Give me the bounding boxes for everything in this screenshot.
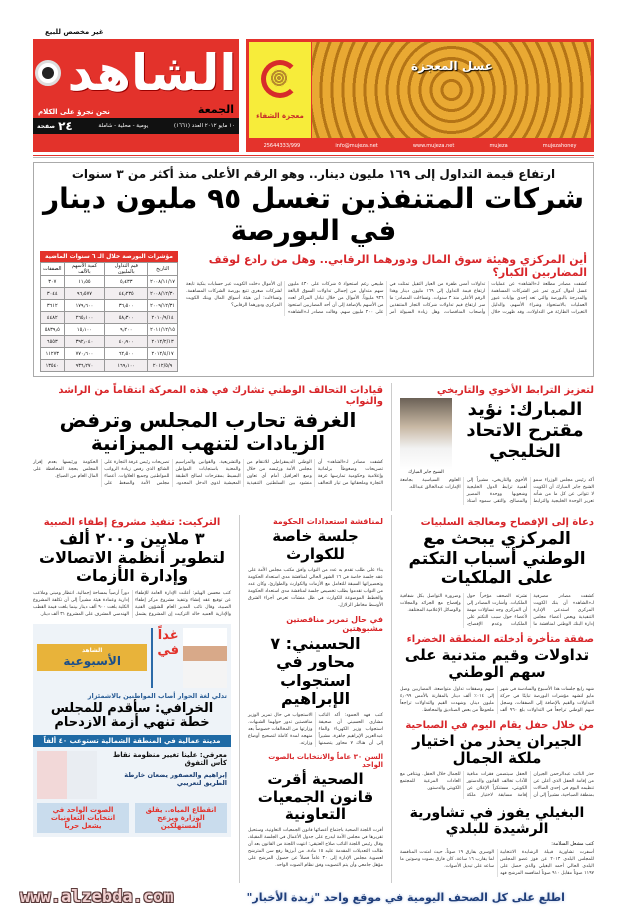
table-cell: ٤٤٫٢٣٥	[105, 288, 148, 300]
husseini-story[interactable]	[248, 615, 383, 748]
watani-kicker: صفقة متأخرة أدخلته المنطقة الخضراء	[406, 634, 594, 646]
table-cell: ١٥٫١٠٠	[64, 324, 105, 336]
chamber-headline: الغرفة تحارب المجلس وترفض الزيادات لتنهب الميزانية	[59, 408, 357, 456]
telecom-headline: ٣ ملايين و٢٠٠ ألف لتطوير أنظمة الاتصالات وإدارة الأزمات	[39, 529, 225, 586]
table-body	[41, 276, 178, 372]
table-header: كمية الأسهم بالألف	[64, 263, 105, 276]
table-cell: ٢٠١٠/٩/١٤	[148, 312, 178, 324]
ad-logo-panel	[249, 42, 311, 138]
table-cell: ٧٧٠٫٦٠٠	[64, 348, 105, 360]
coop-kicker: السن ٣٠ عاماً والانتخابات بالصوت الواحد	[268, 753, 383, 770]
table-cell: ٣٩٢٫٠٤٠	[64, 336, 105, 348]
disasters-headline: جلسة خاصة للكوارث	[272, 527, 359, 563]
baghili-headline: البغيلي يفوز في تشاورية الرشيدة للبلدي	[409, 805, 585, 838]
table-cell: ١٦٩٫١٠٠	[105, 360, 148, 372]
honeycomb-icon	[270, 69, 288, 87]
table-row	[41, 300, 178, 312]
pageant-body: حذر النائب عبدالرحمن الجيران من إقامة الحفل الذي أعلن عن تنظيمه اليوم في إحدى الصالات بمنطقة الصباحية، مشيراً إلى أن الحفل سيتضمن فقرات منافية للآداب تخالف القانون والدستور الكويتي، مستنكراً الإعلان عن إقامة مسابقة لاختيار ملكة للجمال خلال الحفل. ويتنافى مع العادات المرعية للمجتمع الكويتي والدستور.	[400, 772, 594, 799]
pageant-story[interactable]	[400, 720, 594, 800]
indicators-table	[40, 262, 178, 372]
telecom-story[interactable]	[33, 517, 231, 617]
table-cell: ٥٨٫٣٠٠	[105, 312, 148, 324]
mubarak-body: أكد رئيس مجلس الوزراء سمو الشيخ جابر المبارك أن الكويت لا تتوانى عن كل ما من شأنه تعزيز الوحدة الخليجية والترابط الأخوي والتاريخي، مشيراً إلى أهمية ترابط الدول الخليجية وشعوبها ووحدة المصير والمصالح. والتقى سموه أستاذ العلوم السياسية بجامعة الإمارات عبدالخالق عبدالله.	[400, 478, 594, 505]
table-row	[41, 276, 178, 288]
masthead	[33, 39, 239, 152]
promo-in: في	[157, 642, 179, 658]
day: الجمعة	[197, 103, 234, 116]
promo-sport2: إبراهيم والعصفور يضعان خارطة الطريق لتعريبي	[124, 771, 227, 788]
lead-body: كشفت مصادر مطلعة لـ«الشاهد» عن عمليات غسل أموال كبرى تمر عبر الشركات المساهمة والمدرجة بالبورصة والتي تعد إحدى بوابات عبور العمليات بالاستحواذ وشراء الأسهم، والدليل التغيرات الطارئة في التداولات، وقد ظهرت خلال تداولات أمس طفرة من العيار الثقيل تمثلت في ارتفاع قيمة التداول إلى ١٦٩ مليون دينار وهذا الرقم الأعلى منذ ٣ سنوات. وتساءلت المصادر: ما سر ارتفاع قيم تداولات شركات التجار المتنفذين وأصحاب المناقصات، وهل زيادة السيولة أمر طبيعي رغم استحواذ ٥ شركات على ٤٣٠ مليون سهم متداول من إجمالي تداولات السوق البالغة ٩٣٦ مليوناً. الأموال من خلال تبادل المراكز لعدد من الأسهم بالإضافة إلى أن أحد المضاربين استحوذ على ٢٠٠ مليون سهم. وقالت مصادر لـ«الشاهد» إن الأموال دخلت الكويت عبر حسابات بنكية تابعة لشركات صغرى تتبع بورصة الشركات المساهمة. وتساءلت: أين هيئة أسواق المال وبنك الكويت المركزي ودورهما الرقابي؟	[186, 282, 587, 316]
mubarak-photo	[400, 398, 452, 470]
table-cell: ٦٥٥٣	[41, 336, 65, 348]
pageant-headline: الجيران يحذر من اختيار ملكة الجمال	[412, 731, 582, 767]
left-column	[33, 515, 231, 883]
promo-box-water: انقطاع المياه.. يقلق الوزارة ويزعج المستهلكين	[135, 803, 227, 833]
sports-block	[33, 747, 231, 803]
table-cell: ٩٫٢٠٠	[105, 324, 148, 336]
promo-tomorrow-group	[157, 628, 179, 688]
sports-photo	[37, 751, 97, 799]
promo-sport1: معرفي: علينا تغيير منظومة نقاط كأس التفوق	[112, 751, 227, 768]
table-cell: ٢٠١٢/٤/١٧	[148, 348, 178, 360]
eye-logo-icon	[35, 60, 61, 86]
promo-boxes	[33, 803, 231, 833]
masthead-divider	[33, 155, 594, 158]
table-row	[41, 312, 178, 324]
column-divider	[239, 515, 240, 883]
husseini-headline: الحسيني: ٧ محاور في استجواب الإبراهيم	[270, 633, 361, 709]
ad-facebook: mujeza	[489, 142, 508, 149]
table-cell: ٢٠١٢/٢/١٣	[148, 336, 178, 348]
slogan-row	[33, 103, 239, 118]
table-cell: ٩٦٫٥٧٧	[64, 288, 105, 300]
watermark-url[interactable]: www.alzebda.com	[20, 887, 174, 908]
ad-social: mujezahoney	[542, 142, 577, 149]
mubarak-headline: المبارك: نؤيد مقترح الاتحاد الخليجي	[466, 399, 584, 462]
table-cell: ٤٤٨٢	[41, 312, 65, 324]
table-cell: ٣٦١٢	[41, 300, 65, 312]
coop-story[interactable]	[248, 753, 383, 869]
weekly-logo	[37, 644, 147, 671]
promo-bar: مدينة عمالية في المنطقة الشمالية تستوعب ٤٠ ألفاً	[33, 735, 231, 747]
table-cell: ١١٢٧٣	[41, 348, 65, 360]
weekly-brand: الشاهد	[82, 647, 103, 655]
kharafi-photo	[183, 628, 227, 688]
page-count-label: صفحة	[37, 122, 56, 130]
table-row	[41, 288, 178, 300]
second-row	[33, 383, 594, 511]
front-page	[33, 0, 594, 883]
promo-headline: الخرافي: سأقدم للمجلس خطة تنهي أزمة الازدحام	[50, 700, 214, 731]
right-column	[400, 515, 594, 883]
promo-strap: تدلي لغة الحوار أصاب المواطنين بالاشمئزاز	[87, 691, 227, 700]
chamber-kicker: قيادات التحالف الوطني تشارك في هذه المعركة انتقاماً من الراشد والنواب	[58, 385, 383, 408]
baghili-story[interactable]	[400, 805, 594, 877]
telecom-kicker: التركيت: تنفيذ مشروع إطفاء الصبية	[43, 517, 221, 529]
chamber-body: كشفت مصادر لـ«الشاهد» أن تصريحات وضغوطاً برلمانية وإعلامية وحكومية تمارسها غرفة التجارة وملحقاتها من تيار التحالف الوطني الديمقراطي للانتقام من مجلس الأمة ورئيسه من خلال وضع العراقيل أمام أي تعاون منشود بين السلطتين التنفيذية والتشريعية. والقوانين والمراسيم والمعنية باستجابات المواطن البسيط بمقترحات لصالح الطبقة المعيشية لذوي الدخل المحدود. تصريحات رئيس غرفة التجارة على الشائع الذي رفض زيادة الرواتب للمواطنين وجميع العلاوات. أعضاء مجلس الأمة والضغط على الحكومة ورئيسها بعدم إقرار المجلس بحجة المحافظة على المال العام من الضياع.	[33, 460, 383, 487]
ad-title: عسل المعجزة	[411, 59, 493, 73]
promo-divider	[151, 628, 153, 688]
table-row	[41, 360, 178, 372]
page-count: ٢٤	[58, 119, 73, 133]
table-cell: ١٣٥٤٠	[41, 360, 65, 372]
promo-tomorrow: غداً	[157, 627, 179, 643]
frequency: يومية - محلية - شاملة	[98, 123, 149, 129]
table-header: التاريخ	[148, 263, 178, 276]
central-kicker: دعاة إلى الإفصاح ومعالجة السلبيات	[420, 517, 594, 529]
slogan: نحن نجرؤ على الكلام	[38, 108, 110, 116]
watani-headline: تداولات وقيم متدنية على سهم الوطني	[404, 646, 590, 682]
column-divider	[391, 383, 392, 511]
ad-web: www.mujeza.net	[412, 142, 455, 149]
middle-column	[248, 515, 383, 883]
watermark-row	[0, 883, 632, 911]
bees-image	[312, 42, 591, 138]
ad-phone: 25644333/999	[263, 142, 301, 149]
table-header: الصفقات	[41, 263, 65, 276]
table-cell: ٢٠١٢/٥/٩	[148, 360, 178, 372]
table-cell: ٩٣٦٫٢٧٠	[64, 360, 105, 372]
mubarak-top	[400, 398, 594, 475]
photo-caption: الشيخ جابر المبارك	[408, 470, 444, 476]
table-cell: ٤٠٫٩٠٠	[105, 336, 148, 348]
central-body: كشفت مصادر مصرفية لـ«الشاهد» أن بنك الكويت المركزي استدعى الإدارة التنفيذية وبعض أعضاء مجلس إدارة البنك الوطني لمناقشة ما نشرته الصحف مؤخراً حول الملكيات. وأشارت المصادر إلى أن المركزي وجه تساؤلات مهمة لأعضاء حول سبب التكتم على الملكيات وعدم الإفصاح، وضرورة التواصل بكل شفافية وإفصاح مع الجرائد والمجلات والوسائل الإعلامية المختلفة.	[400, 594, 594, 628]
central-headline: المركزي يبحث مع الوطني أسباب التكتم على الملكيات	[408, 529, 586, 589]
table-cell: ٦٢٫٥٠٠	[105, 348, 148, 360]
bottom-strip	[33, 118, 239, 134]
table-cell: ٢٠١١/١٢/١٥	[148, 324, 178, 336]
table-header: قيم التداول بالمليون	[105, 263, 148, 276]
disasters-kicker: لمناقشة استعدادات الحكومة	[272, 517, 383, 527]
weekly-name: الأسبوعية	[63, 654, 121, 669]
sports-text	[101, 751, 227, 799]
table-cell: ٣٠٤٤	[41, 288, 65, 300]
husseini-body: كتب فهد الحمود: أكد النائب مشاري الحسيني أن صحيفة استجواب وزير الكهرباء والماء عبدالعزيز الإبراهيم جاهزة، مشيراً إلى أن هناك ٧ محاور يتضمنها الاستجواب في حال تمرير الوزير مناقصتين تدور حولهما الشبهات. وزارتها من المخالفات خصوصاً بعد منهجه لمدة كاملة لتصحيح أوضاع وزارته.	[248, 713, 384, 747]
pageant-kicker: من خلال حفل يقام اليوم في الصباحية	[405, 719, 594, 731]
promo-box-coop: الصوت الواحد في انتخابات التعاونيات يشعل حرباً	[37, 803, 129, 833]
table-row	[41, 348, 178, 360]
central-story[interactable]	[400, 517, 594, 628]
not-for-sale-label: غير مخصص للبيع	[45, 28, 104, 36]
logo-row	[33, 39, 239, 103]
coop-headline: الصحية أقرت قانون الجمعيات التعاونية	[257, 770, 374, 823]
coop-body: أقرت اللجنة الصحية باجتماع أعضائها قانون الجمعيات التعاونية، وستحيل تقريرها في مجلس الأمة ليدرج على جدول الأعمال في الجلسة المقبلة، وقال رئيس اللجنة النائب صلاح العتيقي: انتهت اللجنة من القانون بعد أن طالت التعديلات المقدمة عليه ١٥ مادة، من أبرزها رفع سن المترشح لعضوية مجلس الإدارة إلى ٣٠ عاماً فضلاً عن حصول المرشح على مؤهل جامعي وأن يتم التصويت وفق نظام الصوت الواحد.	[248, 828, 383, 869]
table-cell: ٢٠٠٨/١٢/٣٠	[148, 288, 178, 300]
table-row	[41, 324, 178, 336]
watani-story[interactable]	[400, 634, 594, 714]
weekly-promo[interactable]	[33, 624, 231, 838]
table-cell: ٥٨٣٩٫٥	[41, 324, 65, 336]
honey-advertisement[interactable]	[246, 39, 594, 152]
baghili-byline: كتب مشعل السلامة:	[551, 841, 594, 848]
newspaper-logo: الشاهد	[67, 44, 237, 102]
watani-body: شهد رابع جلسات هذا الأسبوع والسادسة في شهر مايو لتشهد مؤشرات البورصة تباينًا في حركة التداولات والقيم بالإضافة إلى الصفقات، وسجل سهم الوطني تراجعاً في التداولات بلغ ٩٦٠ ألف سهم وصفقات تداول متواضعة، المضاربين وصل إلى ٠١٤٪ ألف دينار بالمقارنة بالأمس ٤٫٠٩٩ مليون دينار، وشهدت القيم والتداولات تراجعاً ملحوظاً من بعض الصناديق والمحافظ.	[400, 686, 594, 713]
issue-date: ١٠ مايو ٢٠١٢ العدد (١٦٦١)	[173, 123, 235, 129]
column-divider	[391, 515, 392, 883]
table-row	[41, 336, 178, 348]
ad-contact-bar	[246, 139, 594, 152]
table-cell: ٢٠٠٨/١١/١٧	[148, 276, 178, 288]
promo-top	[33, 624, 231, 692]
baghili-body: أسفرت تشاورية قبيلة الرشايدة الانتخابية للمجلس البلدي ٢٠١٣ عن فوز عضو المجلس البلدي الحالي أحمد البغيلي والذي حصل على ١١٩٧ صوتاً مقابل ٩١٠ صوتاً لمنافسه المرشح فهد الوسري بفارق ١٩ صوتاً، حيث امتدت المنافسة لما يقارب ١٦ ساعة، كان فارق بصوت وصوتين ما ساعد على تبديل الأصوات.	[400, 850, 595, 877]
disasters-story[interactable]	[248, 517, 383, 609]
lead-text-column	[186, 251, 587, 372]
mubarak-photo-block	[400, 398, 452, 475]
lead-subheadline: أين المركزي وهيئة سوق المال ودورهما الرقابي.. وهل من رادع لوقف المضاربين الكبار؟	[208, 253, 587, 280]
page-count-group	[37, 119, 73, 133]
table-cell: ٥٫٤٣٣	[105, 276, 148, 288]
table-cell: ٣٠٧	[41, 276, 65, 288]
lead-headline: شركات المتنفذين تغسل ٩٥ مليون دينار في البورصة	[43, 182, 584, 248]
chamber-story[interactable]	[33, 383, 383, 511]
table-cell: ٢٦٥٫١٠٠	[64, 312, 105, 324]
husseini-kicker: في حال تمرير مناقصتين مشبوهتين	[286, 614, 383, 633]
table-title: مؤشرات البورصة خلال الـ ٦ سنوات الماضية	[40, 251, 178, 262]
ad-brand: معجزة الشفاء	[256, 112, 304, 120]
table-header-row	[41, 263, 178, 276]
disasters-body: بناء على طلب تقدم به عدد من النواب وافق مكتب مجلس الأمة على عقد جلسة خاصة في ١٦ الشهر الحالي لمناقشة مدى استعداد الحكومة وتحضيراتها السبقة للتعامل مع الأزمات والكوارث والطوارئ، وكان عدد من النواب تقدموا بطلب تخصيص جلسة لمناقشة مدى استعداد الحكومة والخطط الموضوعة للكوارث في ظل منشآت تعرض أجزاء الشرق الأوسط مخاطر الزلازل.	[248, 567, 383, 608]
mubarak-story[interactable]	[400, 383, 594, 511]
table-cell: ١٧٩٫٦٠٠	[64, 300, 105, 312]
lead-story[interactable]	[33, 162, 594, 377]
table-cell: ٣٦٫٥٠٠	[105, 300, 148, 312]
mubarak-kicker: لتعزيز الترابط الأخوي والتاريخي	[436, 385, 594, 397]
lead-overline: ارتفاع قيمة التداول إلى ١٦٩ مليون دينار.. وهو الرقم الأعلى منذ أكثر من ٣ سنوات	[71, 167, 556, 181]
watermark-slogan: اطلع على كل الصحف اليومية في موقع واحد "زبدة الأخبار"	[246, 890, 565, 904]
table-cell: ٢٠٠٩/١٢/٣١	[148, 300, 178, 312]
telecom-body: كتب محسن الهيلم: أعلنت الإدارة العامة للإطفاء عن توقيع عقد إنشاء وتنفيذ مشروع مركز إطفاء الصبية، وقال نائب المدير العام للشؤون الفنية والإدارية العميد خالد التركيت إن المشروع يشمل دوراً أرضياً بمساحة إجمالية. انتظار ومبنى وملاعب إدارية وعمادة هيئة مشيراً إلى أن تكلفة المشروع الكلية بلغت ٩٠٠ ألف دينار بينما بلغت قيمة القطب الهندسي المشرف على المشروع ٣١ ألف دينار.	[33, 590, 231, 617]
lead-content-row	[40, 251, 587, 372]
third-row	[33, 515, 594, 883]
stock-indicators-table	[40, 251, 178, 372]
table-cell: ١١٫٥٥	[64, 276, 105, 288]
header-row	[33, 39, 594, 152]
ad-email: info@mujeza.net	[335, 142, 378, 149]
